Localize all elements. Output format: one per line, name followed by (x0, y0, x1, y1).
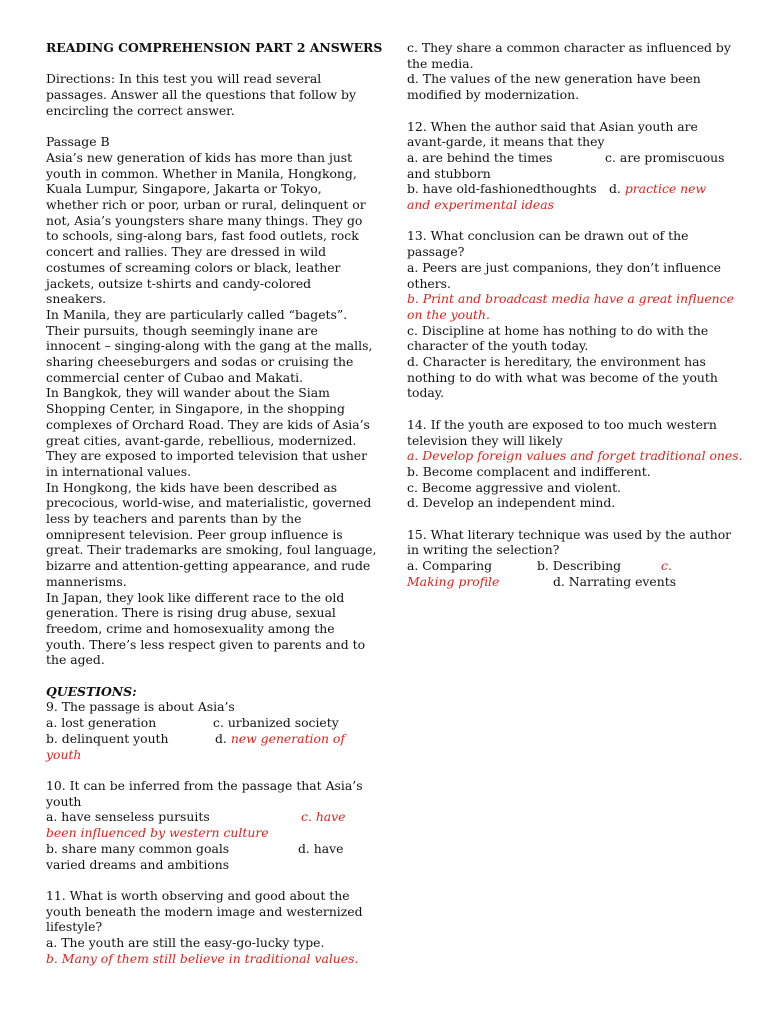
choice-d: d. have (298, 840, 344, 856)
choice-c-continued: character of the youth today. (407, 338, 589, 354)
question-stem: avant-garde, it means that they (407, 134, 605, 150)
correct-answer: practice new (624, 181, 707, 197)
choice-d-continued: varied dreams and ambitions (46, 856, 230, 872)
page-title: READING COMPREHENSION PART 2 ANSWERS (46, 40, 383, 55)
passage-line: youth in common. Whether in Manila, Hongkong, (46, 165, 357, 181)
question-stem: lifestyle? (46, 919, 103, 935)
choice-b: b. share many common goals (46, 840, 230, 856)
choice-d: d. The values of the new generation have been (407, 71, 701, 87)
question-stem: 14. If the youth are exposed to too much western (407, 416, 717, 432)
choice-d: d. Character is hereditary, the environment has (407, 354, 706, 370)
correct-answer: new generation of (230, 730, 345, 746)
choice-d-prefix: d. (609, 181, 621, 197)
choice-b: b. Describing (537, 558, 622, 574)
passage-line: youth. There’s less respect given to parents and to (46, 636, 366, 652)
passage-line: in international values. (46, 463, 192, 479)
choice-a: a. have senseless pursuits (46, 809, 210, 825)
question-stem: youth (46, 793, 82, 809)
choice-a: a. The youth are still the easy-go-lucky type. (46, 935, 325, 950)
passage-line: not, Asia’s youngsters share many things. They go (46, 212, 363, 228)
passage-line: innocent – singing-along with the gang at the malls, (46, 338, 373, 354)
question-11 (46, 888, 366, 967)
correct-answer-continued: and experimental ideas (407, 197, 555, 213)
passage-line: Kuala Lumpur, Singapore, Jakarta or Tokyo, (46, 181, 322, 197)
directions-line: passages. Answer all the questions that follow by (46, 87, 356, 103)
choice-d-continued: modified by modernization. (407, 87, 580, 103)
correct-answer: c. have (301, 809, 346, 825)
choice-b: b. have old-fashionedthoughts (407, 181, 597, 197)
passage-line: sneakers. (46, 291, 107, 307)
choice-a: a. are behind the times (407, 149, 553, 165)
question-stem: in writing the selection? (407, 542, 560, 558)
passage-line: Shopping Center, in Singapore, in the shopping (46, 401, 345, 417)
directions (46, 71, 366, 118)
choice-a: a. Comparing (407, 558, 493, 574)
passage-line: freedom, crime and homosexuality among the (46, 620, 335, 636)
correct-answer-continued: been influenced by western culture (46, 825, 269, 841)
question-stem: 9. The passage is about Asia’s (46, 699, 235, 715)
question-stem: youth beneath the modern image and westernized (46, 903, 363, 919)
question-12 (407, 119, 729, 213)
passage-line: Their pursuits, though seemingly inane are (46, 322, 318, 338)
passage-line: omnipresent television. Peer group influence is (46, 526, 343, 542)
choice-d: d. Develop an independent mind. (407, 495, 616, 511)
correct-answer-continued: youth (46, 746, 82, 762)
choice-a: a. Peers are just companions, they don’t influence (407, 259, 721, 275)
passage-line: They are exposed to imported television that usher (46, 448, 368, 464)
passage-line: In Hongkong, the kids have been described as (46, 479, 338, 495)
passage-line: bizarre and attention-getting appearance, and rude (46, 558, 371, 574)
question-15 (407, 526, 732, 590)
choice-d: d. Narrating events (553, 573, 677, 589)
question-stem: 15. What literary technique was used by the author (407, 526, 732, 542)
correct-answer: b. Many of them still believe in traditional values. (46, 950, 359, 966)
choice-b: b. Become complacent and indifferent. (407, 463, 651, 479)
choice-d-continued: nothing to do with what was become of the youth (407, 369, 718, 385)
choice-d-continued: today. (407, 385, 445, 401)
choice-a: a. lost generation (46, 715, 157, 731)
choice-c-continued: the media. (407, 55, 474, 71)
passage-line: great cities, avant-garde, rebellious, modernized. (46, 432, 357, 448)
choice-c: c. Discipline at home has nothing to do with the (407, 322, 709, 338)
question-10 (46, 778, 366, 872)
passage-line: the aged. (46, 652, 105, 668)
correct-answer: c. (661, 558, 672, 574)
choice-b: b. delinquent youth (46, 730, 169, 746)
passage-heading: Passage B (46, 134, 110, 150)
correct-answer: b. Print and broadcast media have a great influence (407, 291, 734, 307)
directions-line: Directions: In this test you will read several (46, 71, 322, 87)
choice-c-continued: and stubborn (407, 165, 491, 181)
question-9 (46, 699, 366, 762)
passage-line: mannerisms. (46, 573, 127, 589)
choice-a-continued: others. (407, 275, 451, 291)
choice-d-prefix: d. (215, 730, 227, 746)
passage-line: costumes of screaming colors or black, leather (46, 259, 341, 275)
passage-line: jackets, outsize t-shirts and candy-colored (46, 275, 312, 291)
right-column (407, 40, 743, 590)
passage-line: generation. There is rising drug abuse, sexual (46, 605, 336, 621)
passage-line: complexes of Orchard Road. They are kids of Asia’s (46, 416, 370, 432)
correct-answer-continued: on the youth. (407, 306, 490, 322)
correct-answer-continued: Making profile (407, 573, 500, 589)
passage-line: less by teachers and parents than by the (46, 511, 302, 527)
passage-line: precocious, world-wise, and materialistic, governed (46, 495, 372, 511)
directions-line: encircling the correct answer. (46, 102, 235, 118)
passage-line: In Bangkok, they will wander about the Siam (46, 385, 330, 401)
question-stem: 10. It can be inferred from the passage that Asia’s (46, 777, 363, 793)
passage-line: great. Their trademarks are smoking, foul language, (46, 542, 377, 558)
passage-line: commercial center of Cubao and Makati. (46, 369, 304, 385)
choice-c: c. urbanized society (213, 715, 339, 731)
question-stem: passage? (407, 244, 465, 260)
question-13 (407, 228, 734, 401)
passage-line: to schools, sing-along bars, fast food outlets, rock (46, 228, 359, 244)
passage-line: In Manila, they are particularly called “bagets”. (46, 306, 348, 322)
question-14 (407, 416, 743, 511)
passage-line: concert and rallies. They are dressed in wild (46, 244, 327, 260)
question-stem: 11. What is worth observing and good about the (46, 887, 350, 903)
left-column (46, 40, 383, 966)
passage-line: whether rich or poor, urban or rural, delinquent or (46, 197, 366, 212)
passage-line: Asia’s new generation of kids has more than just (46, 149, 353, 165)
choice-c: c. They share a common character as influenced by (407, 40, 731, 55)
question-stem: 12. When the author said that Asian youth are (407, 118, 698, 134)
correct-answer: a. Develop foreign values and forget traditional ones. (407, 448, 743, 464)
passage-line: In Japan, they look like different race to the old (46, 589, 345, 605)
choice-c: c. Become aggressive and violent. (407, 479, 621, 495)
question-stem: 13. What conclusion can be drawn out of the (407, 228, 689, 244)
choice-c: c. are promiscuous (605, 149, 725, 165)
questions-heading: QUESTIONS: (46, 683, 137, 699)
question-stem: television they will likely (407, 432, 563, 448)
passage-text (46, 149, 377, 668)
passage-line: sharing cheeseburgers and sodas or cruising the (46, 354, 354, 370)
question-11-continued (407, 40, 729, 103)
